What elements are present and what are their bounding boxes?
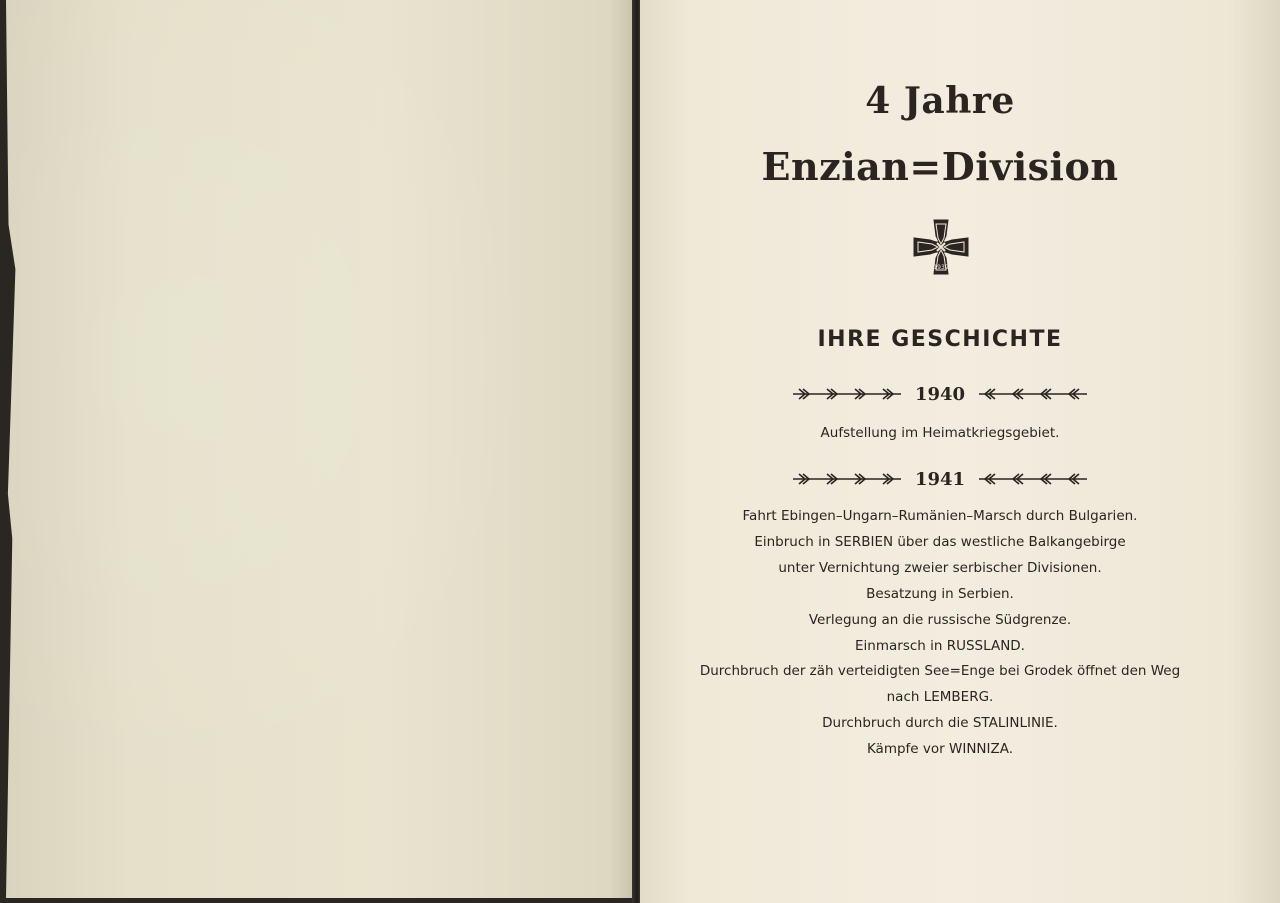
history-line: Verlegung an die russische Südgrenze. [808,612,1072,628]
history-line: Besatzung in Serbien. [866,586,1014,602]
ornament-left-icon [791,387,903,401]
year-label: 1941 [914,468,966,490]
title-line-1: 4 Jahre [865,80,1015,122]
history-line: Einmarsch in RUSSLAND. [855,638,1025,654]
ornament-right-icon [977,387,1089,401]
history-line: Fahrt Ebingen–Ungarn–Rumänien–Marsch durch Bulgarien. [742,508,1138,524]
history-line: Aufstellung im Heimatkriegsgebiet. [820,425,1060,441]
history-line: Einbruch in SERBIEN über das westliche Balkangebirge [754,534,1126,550]
page-subtitle: IHRE GESCHICHTE [817,327,1063,352]
cross-year: 1939 [933,264,949,271]
year-divider-1940 [790,383,1090,405]
blank-left-page [6,0,634,898]
year-label: 1940 [914,383,966,405]
ornament-left-icon [791,472,903,486]
title-page [640,0,1280,903]
iron-cross-icon [912,218,970,276]
history-line: unter Vernichtung zweier serbischer Divisionen. [778,560,1102,576]
history-line: Durchbruch durch die STALINLINIE. [822,715,1058,731]
history-line: Durchbruch der zäh verteidigten See=Enge bei Grodek öffnet den Weg [699,663,1181,679]
ornament-right-icon [977,472,1089,486]
history-line: nach LEMBERG. [886,689,994,705]
title-line-2: Enzian=Division [761,144,1119,189]
year-divider-1941 [790,468,1090,490]
history-line: Kämpfe vor WINNIZA. [866,741,1014,757]
